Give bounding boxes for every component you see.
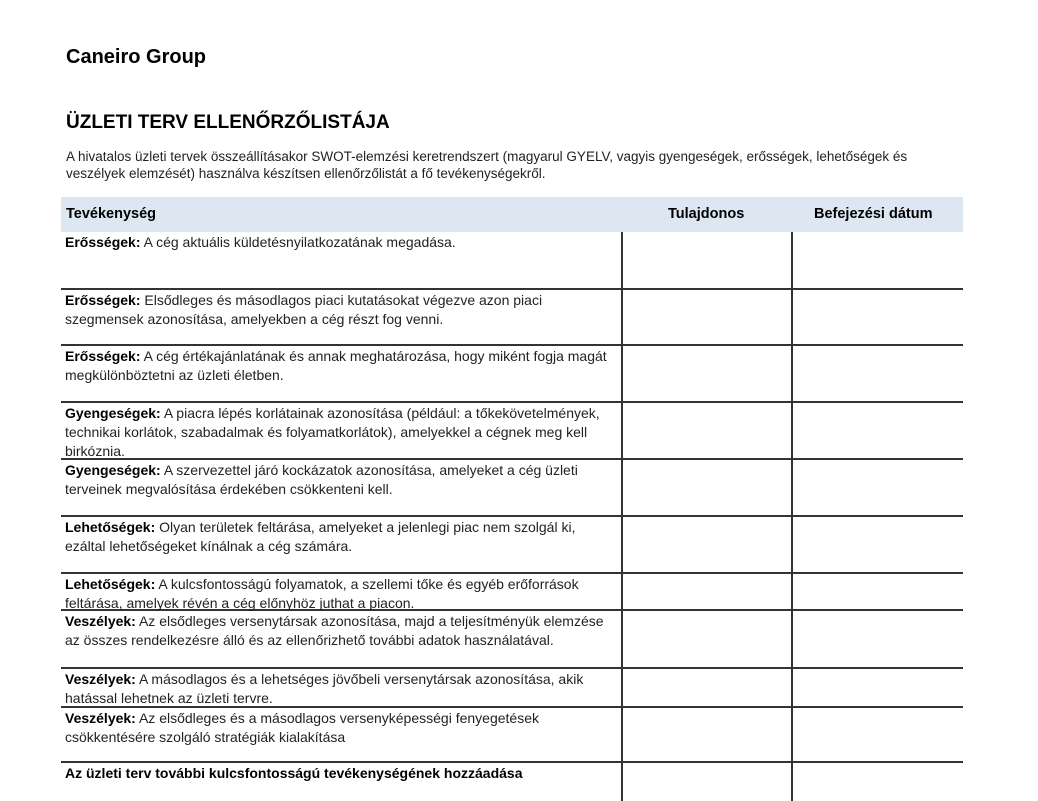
table-row bbox=[61, 708, 963, 763]
activity-cell[interactable] bbox=[61, 517, 621, 572]
activity-cell[interactable] bbox=[61, 232, 621, 288]
activity-cell[interactable] bbox=[61, 346, 621, 401]
due-date-cell[interactable] bbox=[791, 574, 963, 609]
activity-category: Gyengeségek: bbox=[65, 405, 161, 421]
table-row bbox=[61, 611, 963, 669]
owner-cell[interactable] bbox=[621, 517, 791, 572]
add-activity-prompt: Az üzleti terv további kulcsfontosságú tevékenységének hozzáadása bbox=[65, 765, 523, 781]
due-date-cell[interactable] bbox=[791, 708, 963, 761]
activity-text: A kulcsfontosságú folyamatok, a szellemi tőke és egyéb erőforrások feltárása, amelyek révén a cég előnyhöz juthat a piacon. bbox=[65, 576, 579, 611]
owner-cell[interactable] bbox=[621, 574, 791, 609]
activity-text: A piacra lépés korlátainak azonosítása (például: a tőkekövetelmények, technikai korlátok, szabadalmak és folyamatkorlátok), amelyekkel a cégnek meg kell birkóznia. bbox=[65, 405, 600, 459]
activity-cell[interactable] bbox=[61, 403, 621, 458]
table-row bbox=[61, 290, 963, 346]
due-date-cell[interactable] bbox=[791, 403, 963, 458]
table-row bbox=[61, 232, 963, 290]
table-row bbox=[61, 346, 963, 403]
owner-cell[interactable] bbox=[621, 669, 791, 706]
activity-text: Az elsődleges versenytársak azonosítása, majd a teljesítményük elemzése az összes rendelkezésre álló és az ellenőrizhető további adatok használatával. bbox=[65, 613, 604, 648]
owner-cell[interactable] bbox=[621, 232, 791, 288]
column-header-owner: Tulajdonos bbox=[668, 206, 745, 222]
activity-cell[interactable] bbox=[61, 708, 621, 761]
table-row bbox=[61, 517, 963, 574]
owner-cell[interactable] bbox=[621, 763, 791, 801]
activity-category: Veszélyek: bbox=[65, 671, 136, 687]
owner-cell[interactable] bbox=[621, 460, 791, 515]
activity-text: A szervezettel járó kockázatok azonosítása, amelyeket a cég üzleti terveinek megvalósítása érdekében csökkenteni kell. bbox=[65, 462, 578, 497]
owner-cell[interactable] bbox=[621, 403, 791, 458]
due-date-cell[interactable] bbox=[791, 669, 963, 706]
activity-text: Az elsődleges és a másodlagos versenyképességi fenyegetések csökkentésére szolgáló stratégiák kialakítása bbox=[65, 710, 539, 745]
owner-cell[interactable] bbox=[621, 290, 791, 344]
activity-category: Erősségek: bbox=[65, 234, 141, 250]
due-date-cell[interactable] bbox=[791, 290, 963, 344]
table-row bbox=[61, 460, 963, 517]
activity-category: Lehetőségek: bbox=[65, 519, 156, 535]
table-row bbox=[61, 403, 963, 460]
activity-text: A cég értékajánlatának és annak meghatározása, hogy miként fogja magát megkülönböztetni az üzleti életben. bbox=[65, 348, 607, 383]
activity-category: Lehetőségek: bbox=[65, 576, 156, 592]
activity-category: Erősségek: bbox=[65, 292, 141, 308]
activity-text: Elsődleges és másodlagos piaci kutatásokat végezve azon piaci szegmensek azonosítása, amelyekben a cég részt fog venni. bbox=[65, 292, 543, 327]
intro-paragraph: A hivatalos üzleti tervek összeállításakor SWOT-elemzési keretrendszert (magyarul GYELV, vagyis gyengeségek, erősségek, lehetőségek és veszélyek elemzését) használva készítsen ellenőrzőlistát a fő tevékenységekről. bbox=[66, 149, 908, 181]
activity-category: Veszélyek: bbox=[65, 710, 136, 726]
column-header-due-date: Befejezési dátum bbox=[814, 206, 933, 222]
due-date-cell[interactable] bbox=[791, 611, 963, 667]
company-name: Caneiro Group bbox=[66, 46, 207, 68]
due-date-cell[interactable] bbox=[791, 460, 963, 515]
activity-category: Veszélyek: bbox=[65, 613, 136, 629]
owner-cell[interactable] bbox=[621, 708, 791, 761]
activity-cell[interactable] bbox=[61, 611, 621, 667]
activity-cell[interactable] bbox=[61, 574, 621, 609]
activity-text: Olyan területek feltárása, amelyeket a jelenlegi piac nem szolgál ki, ezáltal lehetőségeket kínálnak a cég számára. bbox=[65, 519, 576, 554]
page-title: ÜZLETI TERV ELLENŐRZŐLISTÁJA bbox=[66, 112, 390, 133]
checklist-table bbox=[61, 232, 963, 801]
table-row bbox=[61, 763, 963, 801]
due-date-cell[interactable] bbox=[791, 232, 963, 288]
activity-cell[interactable] bbox=[61, 763, 621, 801]
activity-cell[interactable] bbox=[61, 290, 621, 344]
activity-category: Gyengeségek: bbox=[65, 462, 161, 478]
table-header bbox=[61, 197, 963, 232]
owner-cell[interactable] bbox=[621, 611, 791, 667]
due-date-cell[interactable] bbox=[791, 517, 963, 572]
due-date-cell[interactable] bbox=[791, 346, 963, 401]
activity-category: Erősségek: bbox=[65, 348, 141, 364]
activity-cell[interactable] bbox=[61, 669, 621, 706]
activity-text: A másodlagos és a lehetséges jövőbeli versenytársak azonosítása, akik hatással lehetnek az üzleti tervre. bbox=[65, 671, 584, 706]
activity-cell[interactable] bbox=[61, 460, 621, 515]
activity-text: A cég aktuális küldetésnyilatkozatának megadása. bbox=[143, 234, 456, 250]
table-row bbox=[61, 574, 963, 611]
owner-cell[interactable] bbox=[621, 346, 791, 401]
due-date-cell[interactable] bbox=[791, 763, 963, 801]
table-row bbox=[61, 669, 963, 708]
column-header-activity: Tevékenység bbox=[66, 206, 157, 222]
